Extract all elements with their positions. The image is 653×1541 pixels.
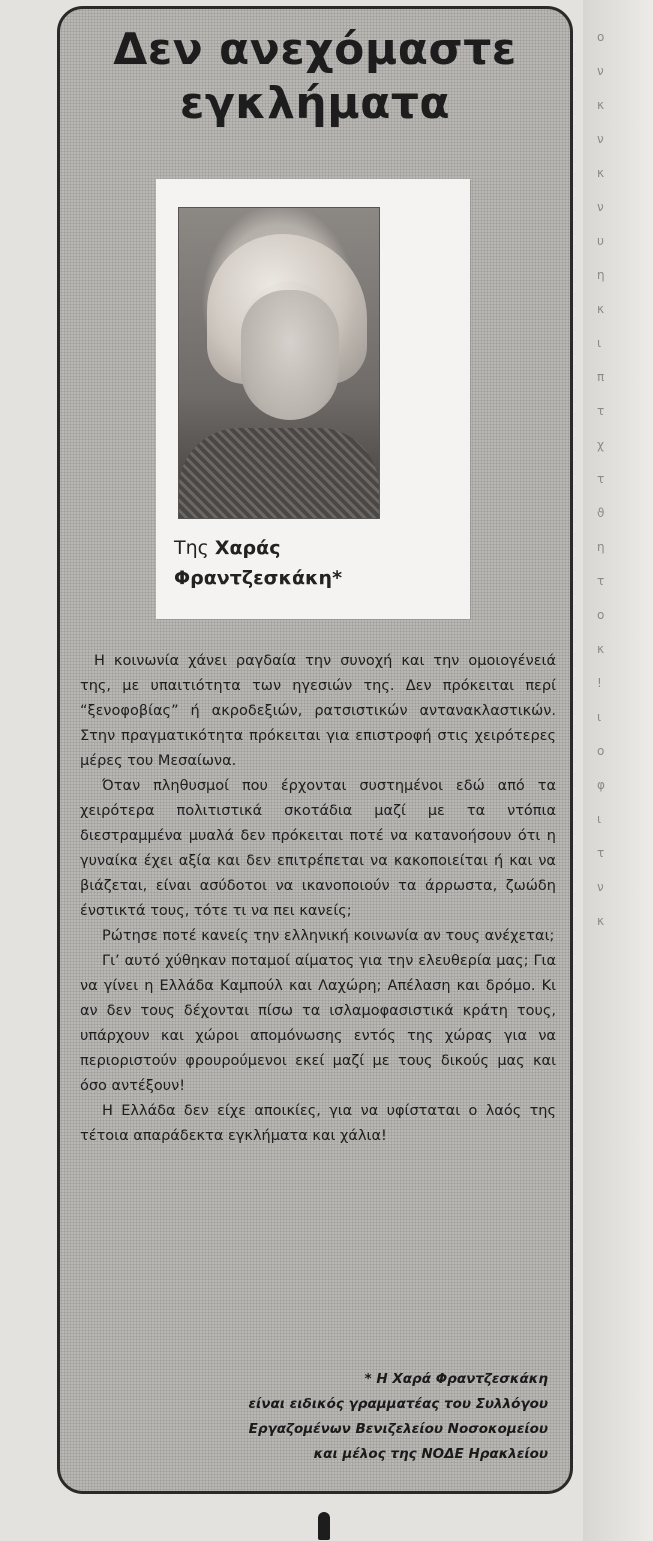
paragraph-2: Όταν πληθυσμοί που έρχονται συστημένοι εδώ από τα χειρότερα πολιτιστικά σκοτάδια μαζί με τα ντόπια διεστραμμένα μυαλά δεν πρόκειται ποτέ να κατανοήσουν ότι η γυναίκα έχει αξία και δεν επιτρέπεται να κακοποιείται ή και να βιάζεται, είναι ασύδοτοι να ικανοποιούν τα άρρωστα, ζωώδη ένστικτά τους, τότε τι να πει κανείς;: [80, 778, 556, 919]
margin-glyph: ϑ: [597, 506, 605, 520]
margin-glyph: υ: [597, 234, 604, 248]
margin-glyph: ν: [597, 880, 604, 894]
byline-footnote-marker: *: [332, 567, 342, 589]
margin-glyph: τ: [597, 404, 605, 418]
footnote-line-1: * Η Χαρά Φραντζεσκάκη: [364, 1371, 548, 1387]
margin-glyph: κ: [597, 642, 605, 656]
paragraph-4: Γι’ αυτό χύθηκαν ποταμοί αίματος για την ελευθερία μας; Για να γίνει η Ελλάδα Καμπούλ και Λαχώρη; Απέλαση και δρόμο. Κι αν δεν τους δέχονται πίσω τα ισλαμοφασιστικά κράτη τους, υπάρχουν και χώροι απομόνωσης εντός της χώρας για να περιοριστούν φρουρούμενοι εκεί μαζί με τους δικούς μας και όσο αντέξουν!: [80, 953, 556, 1094]
margin-glyph: ι: [597, 812, 602, 826]
paragraph-3: Ρώτησε ποτέ κανείς την ελληνική κοινωνία αν τους ανέχεται;: [102, 928, 555, 944]
margin-glyph: π: [597, 370, 605, 384]
margin-glyph: τ: [597, 574, 605, 588]
footnote-line-4: και μέλος της ΝΟΔΕ Ηρακλείου: [313, 1446, 548, 1462]
margin-glyph: κ: [597, 914, 605, 928]
page-edge-mark: [318, 1512, 330, 1540]
headline: [60, 23, 570, 131]
margin-glyph: ο: [597, 30, 605, 44]
byline-prefix: Της: [174, 537, 209, 559]
margin-glyph: ν: [597, 132, 604, 146]
byline-first-name: Χαράς: [214, 537, 281, 559]
margin-glyph: κ: [597, 302, 605, 316]
author-photo-card: [156, 179, 470, 619]
headline-line-1: Δεν ανεχόμαστε: [113, 24, 517, 75]
margin-glyph: !: [597, 676, 602, 690]
margin-glyph: ι: [597, 710, 602, 724]
paragraph-5: Η Ελλάδα δεν είχε αποικίες, για να υφίσταται ο λαός της τέτοια απαράδεκτα εγκλήματα και χάλια!: [80, 1103, 556, 1144]
article-box: [57, 6, 573, 1494]
margin-glyph: φ: [597, 778, 605, 792]
margin-glyph: ι: [597, 336, 602, 350]
paragraph-1: Η κοινωνία χάνει ραγδαία την συνοχή και την ομοιογένειά της, με υπαιτιότητα των ηγεσιών της. Δεν πρόκειται περί “ξενοφοβίας” ή ακροδεξιών, ρατσιστικών αντανακλαστικών. Στην πραγματικότητα πρόκειται για επιστροφή στις χειρότερες μέρες του Μεσαίωνα.: [80, 653, 556, 769]
margin-glyph: τ: [597, 846, 605, 860]
margin-glyph: κ: [597, 166, 605, 180]
adjacent-page-margin: [583, 0, 653, 1541]
footnote-line-3: Εργαζομένων Βενιζελείου Νοσοκομείου: [248, 1421, 548, 1437]
margin-glyph: ν: [597, 64, 604, 78]
footnote-line-2: είναι ειδικός γραμματέας του Συλλόγου: [248, 1396, 548, 1412]
margin-glyph: ν: [597, 200, 604, 214]
margin-glyph: ο: [597, 608, 605, 622]
article-body: [80, 649, 556, 1149]
photo-clothing-shape: [179, 428, 379, 518]
margin-glyph: ο: [597, 744, 605, 758]
byline-surname: Φραντζεσκάκη: [174, 567, 333, 589]
margin-glyph: η: [597, 268, 605, 282]
author-photo: [178, 207, 380, 519]
margin-glyph: τ: [597, 472, 605, 486]
margin-glyph: κ: [597, 98, 605, 112]
author-footnote: [88, 1367, 548, 1467]
photo-face-shape: [241, 290, 339, 420]
margin-glyph: η: [597, 540, 605, 554]
byline: [174, 533, 342, 593]
headline-line-2: εγκλήματα: [179, 78, 451, 129]
margin-glyph: χ: [597, 438, 604, 452]
